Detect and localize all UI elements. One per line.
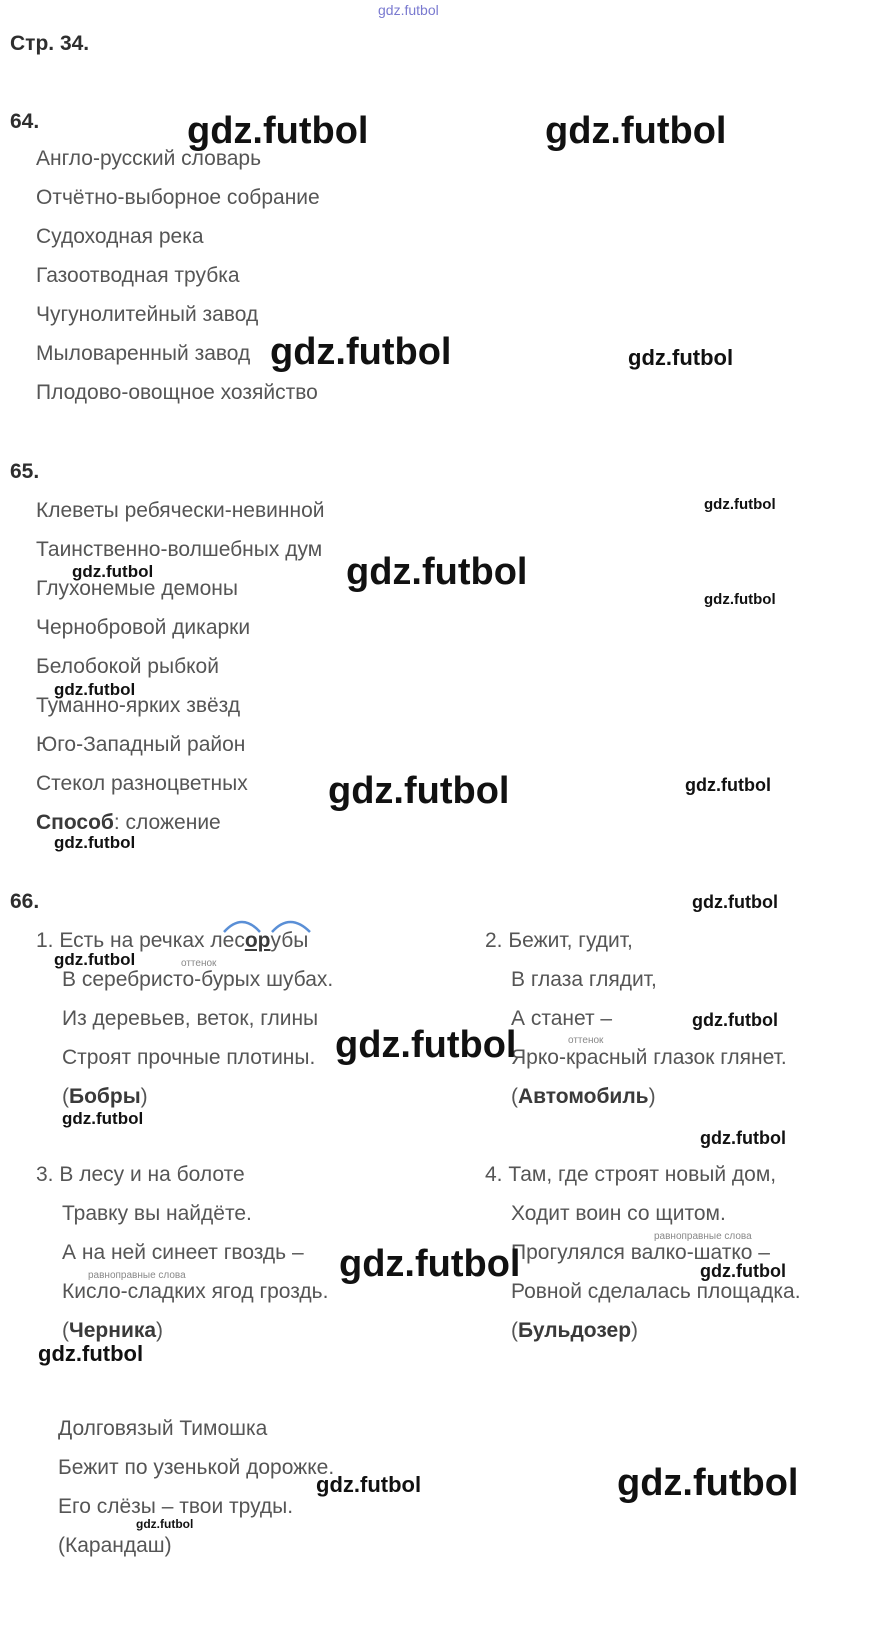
list-item: Плодово-овощное хозяйство xyxy=(36,381,318,404)
list-item: Стекол разноцветных xyxy=(36,772,248,795)
riddle-3-line-4: Кисло-сладких ягод гроздь. xyxy=(62,1280,329,1303)
watermark: gdz.futbol xyxy=(692,1010,778,1030)
list-item: Газоотводная трубка xyxy=(36,264,240,287)
riddle-3-line-2: Травку вы найдёте. xyxy=(62,1202,252,1225)
exercise-65-number: 65. xyxy=(10,460,40,483)
watermark: gdz.futbol xyxy=(339,1243,521,1285)
list-item: Клеветы ребячески-невинной xyxy=(36,499,325,522)
riddle-4-line-4: Ровной сделалась площадка. xyxy=(511,1280,801,1303)
watermark: gdz.futbol xyxy=(545,110,727,152)
riddle-5-line-3: Его слёзы – твои труды. xyxy=(58,1495,294,1518)
watermark: gdz.futbol xyxy=(62,1109,144,1128)
riddle-2-line-4: Ярко-красный глазок глянет. xyxy=(511,1046,787,1069)
list-item: Глухонемые демоны xyxy=(36,577,238,600)
watermark: gdz.futbol xyxy=(692,892,778,912)
annotation: оттенок xyxy=(181,958,217,969)
answer-text: Автомобиль xyxy=(518,1085,649,1108)
method-value: : сложение xyxy=(113,811,221,834)
riddle-4-line-2: Ходит воин со щитом. xyxy=(511,1202,726,1225)
list-item: Мыловаренный завод xyxy=(36,342,251,365)
riddle-1-text-a: 1. Есть на речках лес xyxy=(36,929,245,952)
method-label: Способ xyxy=(36,811,114,834)
page-title: Стр. 34. xyxy=(10,32,90,55)
watermark: gdz.futbol xyxy=(628,345,734,370)
watermark: gdz.futbol xyxy=(335,1024,517,1066)
watermark: gdz.futbol xyxy=(685,775,771,795)
riddle-3-line-1: 3. В лесу и на болоте xyxy=(36,1163,245,1186)
watermark: gdz.futbol xyxy=(704,591,776,608)
riddle-1-root: ор xyxy=(244,929,271,952)
riddle-2-line-3: А станет – xyxy=(511,1007,613,1030)
list-item: Таинственно-волшебных дум xyxy=(36,538,323,561)
riddle-3-answer: (Черника) xyxy=(62,1319,164,1342)
riddle-5-line-2: Бежит по узенькой дорожке. xyxy=(58,1456,335,1479)
watermark: gdz.futbol xyxy=(38,1341,144,1366)
watermark: gdz.futbol xyxy=(700,1261,786,1281)
riddle-1-text-c: убы xyxy=(270,929,309,952)
list-item: Чугунолитейный завод xyxy=(36,303,259,326)
riddle-1-line-2: В серебристо-бурых шубах. xyxy=(62,968,334,991)
list-item: Юго-Западный район xyxy=(36,733,246,756)
watermark: gdz.futbol xyxy=(704,496,776,513)
list-item: Белобокой рыбкой xyxy=(36,655,219,678)
watermark: gdz.futbol xyxy=(270,331,452,373)
list-item: Отчётно-выборное собрание xyxy=(36,186,320,209)
riddle-2-line-2: В глаза глядит, xyxy=(511,968,657,991)
watermark: gdz.futbol xyxy=(72,562,154,581)
answer-text: Бульдозер xyxy=(518,1319,632,1342)
watermark: gdz.futbol xyxy=(700,1128,786,1148)
watermark: gdz.futbol xyxy=(54,680,136,699)
riddle-4-line-1: 4. Там, где строят новый дом, xyxy=(485,1163,777,1186)
watermark: gdz.futbol xyxy=(328,770,510,812)
watermark: gdz.futbol xyxy=(54,950,136,969)
top-watermark: gdz.futbol xyxy=(378,2,439,18)
annotation: равноправные слова xyxy=(88,1270,186,1281)
method-line xyxy=(36,811,221,835)
riddle-3-line-3: А на ней синеет гвоздь – xyxy=(62,1241,304,1264)
riddle-4-answer: (Бульдозер) xyxy=(511,1319,639,1342)
riddle-1-line-3: Из деревьев, веток, глины xyxy=(62,1007,319,1030)
watermark: gdz.futbol xyxy=(617,1462,799,1504)
list-item: Англо-русский словарь xyxy=(36,147,262,170)
riddle-1-line-4: Строят прочные плотины. xyxy=(62,1046,316,1069)
riddle-5-line-1: Долговязый Тимошка xyxy=(58,1417,268,1440)
riddle-4-line-3: Прогулялся валко-шатко – xyxy=(511,1241,770,1264)
watermark: gdz.futbol xyxy=(346,551,528,593)
watermark: gdz.futbol xyxy=(316,1472,422,1497)
annotation: оттенок xyxy=(568,1035,604,1046)
watermark: gdz.futbol xyxy=(187,110,369,152)
riddle-2-line-1: 2. Бежит, гудит, xyxy=(485,929,633,952)
annotation: равноправные слова xyxy=(654,1231,752,1242)
list-item: Туманно-ярких звёзд xyxy=(36,694,241,717)
watermark: gdz.futbol xyxy=(136,1517,194,1531)
riddle-2-answer: (Автомобиль) xyxy=(511,1085,656,1108)
answer-text: Черника xyxy=(69,1319,157,1342)
riddle-1-answer: (Бобры) xyxy=(62,1085,148,1108)
answer-text: Бобры xyxy=(69,1085,141,1108)
exercise-66-number: 66. xyxy=(10,890,40,913)
exercise-64-number: 64. xyxy=(10,110,40,133)
riddle-5-answer: (Карандаш) xyxy=(58,1534,172,1557)
list-item: Чернобровой дикарки xyxy=(36,616,251,639)
list-item: Судоходная река xyxy=(36,225,204,248)
watermark: gdz.futbol xyxy=(54,833,136,852)
